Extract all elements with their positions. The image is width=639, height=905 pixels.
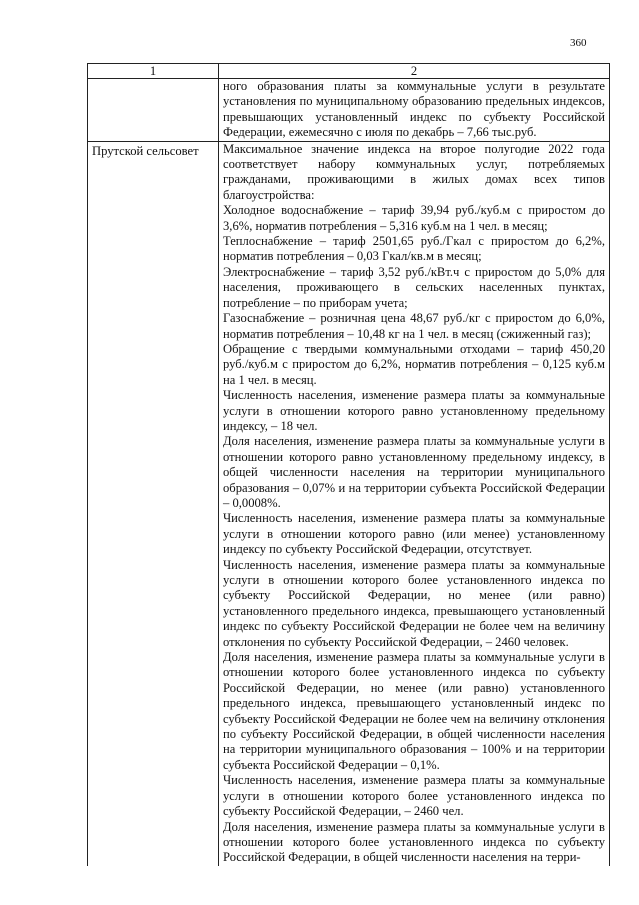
description-cell	[219, 141, 610, 866]
description-cell	[219, 79, 610, 142]
paragraph: Максимальное значение индекса на второе полугодие 2022 года соответствует набору коммунальных услуг, потребляемых гражданами, проживающими в жилых домах всех типов благоустройства:	[223, 141, 605, 202]
document-table	[87, 63, 610, 866]
table-row	[88, 141, 610, 866]
paragraph: Доля населения, изменение размера платы за коммунальные услуги в отношении которого более установленного индекса по субъекту Российской Федерации, в общей численности населения на терри-	[223, 819, 605, 865]
municipality-cell: Прутской сельсовет	[88, 141, 219, 866]
table-row	[88, 79, 610, 142]
paragraph: ного образования платы за коммунальные услуги в результате установления по муниципальному образованию предельных индексов, превышающих установленный индекс по субъекту Российской Федерации, ежемесячно с июля по декабрь – 7,66 тыс.руб.	[223, 79, 605, 140]
paragraph: Численность населения, изменение размера платы за коммунальные услуги в отношении которого более установленного индекса по субъекту Российской Федерации, но менее (или равно) установленного предельного индекса, превышающего установленный индекс по субъекту Российской Федерации не более чем на величину отклонения по субъекту Российской Федерации, – 2460 человек.	[223, 557, 605, 649]
paragraph: Газоснабжение – розничная цена 48,67 руб./кг с приростом до 6,0%, норматив потребления – 10,48 кг на 1 чел. в месяц (сжиженный газ);	[223, 311, 605, 341]
paragraph: Обращение с твердыми коммунальными отходами – тариф 450,20 руб./куб.м с приростом до 6,2%, норматив потребления – 0,125 куб.м на 1 чел. в месяц.	[223, 341, 605, 387]
table-header-row	[88, 64, 610, 79]
paragraph: Численность населения, изменение размера платы за коммунальные услуги в отношении которого более установленного индекса по субъекту Российской Федерации, – 2460 чел.	[223, 773, 605, 819]
column-header-1: 1	[88, 64, 219, 79]
paragraph: Теплоснабжение – тариф 2501,65 руб./Гкал с приростом до 6,2%, норматив потребления – 0,03 Гкал/кв.м в месяц;	[223, 234, 605, 264]
page-number: 360	[570, 37, 587, 49]
paragraph: Численность населения, изменение размера платы за коммунальные услуги в отношении которого равно установленному предельному индексу, – 18 чел.	[223, 388, 605, 433]
municipality-cell	[88, 79, 219, 142]
paragraph: Электроснабжение – тариф 3,52 руб./кВт.ч с приростом до 5,0% для населения, проживающего в сельских населенных пунктах, потребление – по приборам учета;	[223, 264, 605, 310]
column-header-2: 2	[219, 64, 610, 79]
paragraph: Доля населения, изменение размера платы за коммунальные услуги в отношении которого равно установленному предельному индексу, в общей численности населения на территории муниципального образования – 0,07% и на территории субъекта Российской Федерации – 0,0008%.	[223, 434, 605, 510]
paragraph: Численность населения, изменение размера платы за коммунальные услуги в отношении которого равно (или менее) установленному индексу по субъекту Российской Федерации, отсутствует.	[223, 511, 605, 557]
paragraph: Доля населения, изменение размера платы за коммунальные услуги в отношении которого более установленного индекса по субъекту Российской Федерации, но менее (или равно) установленного предельного индекса, превышающего установленный индекс по субъекту Российской Федерации не более чем на величину отклонения по субъекту Российской Федерации, в общей численности населения на территории муниципального образования – 100% и на территории субъекта Российской Федерации – 0,1%.	[223, 650, 605, 772]
paragraph: Холодное водоснабжение – тариф 39,94 руб./куб.м с приростом до 3,6%, норматив потребления – 5,316 куб.м на 1 чел. в месяц;	[223, 203, 605, 233]
